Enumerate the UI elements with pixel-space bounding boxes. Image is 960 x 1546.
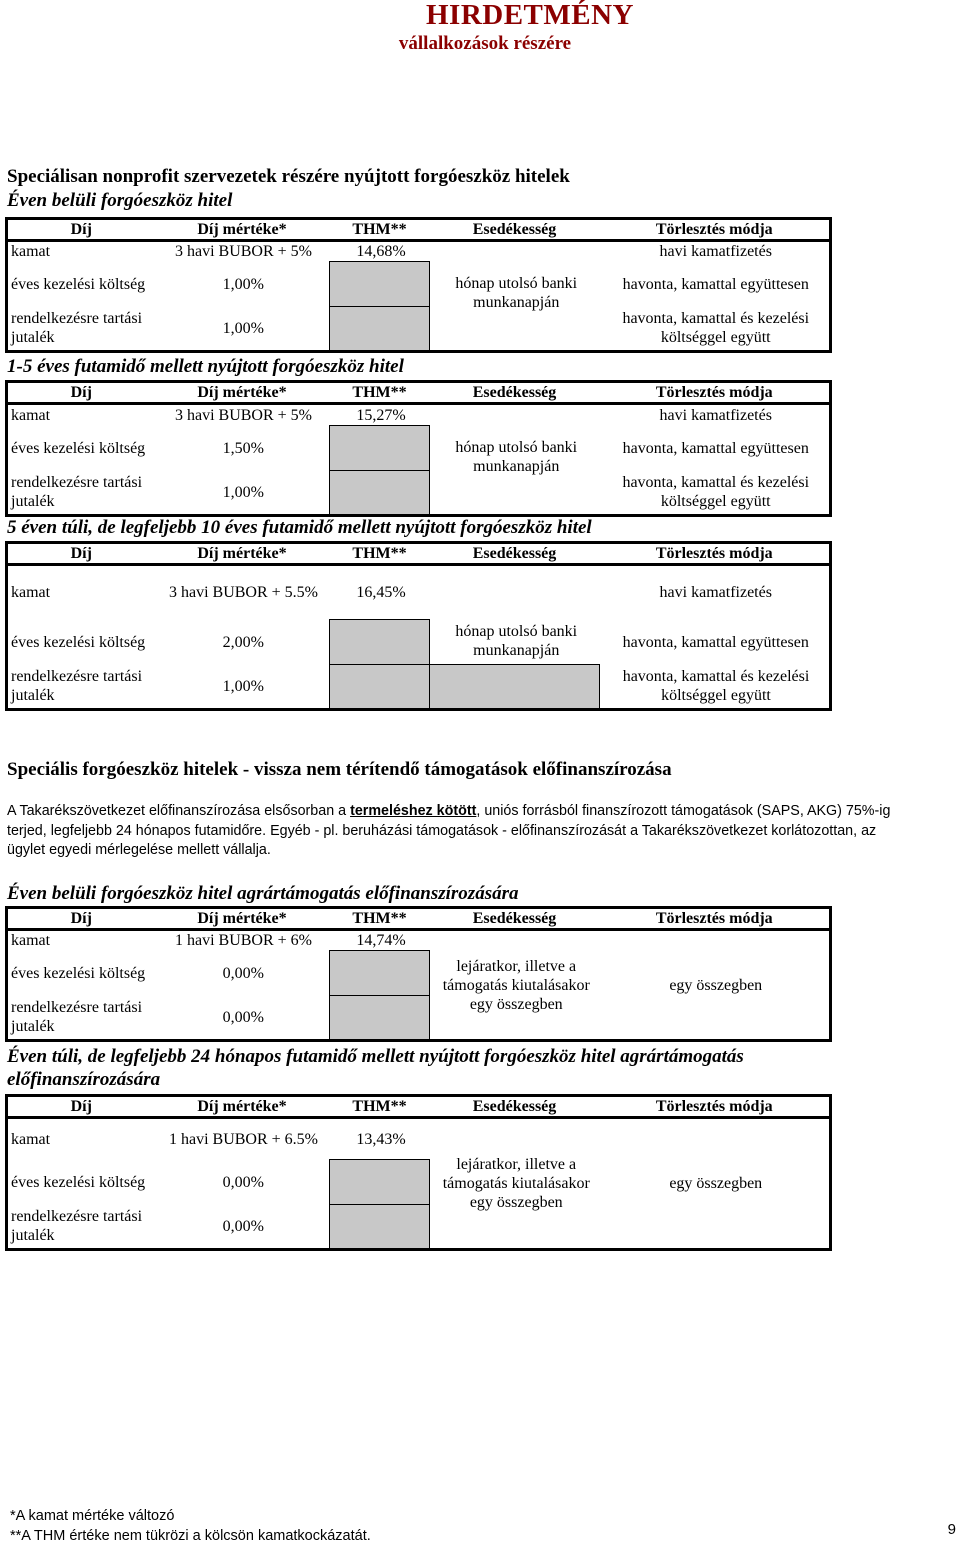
table2-subtitle: 1-5 éves futamidő mellett nyújtott forgóeszköz hitel	[7, 356, 404, 377]
fee-rate: 1,00%	[222, 275, 264, 293]
fee-repay: havonta, kamattal és kezelési költséggel együtt	[622, 668, 810, 705]
col-header-fee: Díj	[7, 908, 155, 930]
fee-repay: havonta, kamattal és kezelési költséggel együtt	[622, 474, 810, 511]
fee-rate: 0,00%	[222, 1008, 264, 1026]
fee-repay: havonta, kamattal együttesen	[622, 633, 809, 651]
fee-thm-empty	[330, 951, 430, 996]
fee-thm: 14,74%	[356, 932, 406, 949]
fee-rate: 3 havi BUBOR + 5%	[174, 406, 313, 424]
col-header-due: Esedékesség	[430, 219, 600, 241]
fee-name: rendelkezésre tartási jutalék	[11, 310, 143, 347]
col-header-due: Esedékesség	[430, 382, 600, 404]
col-header-rate: Díj mértéke*	[155, 1096, 330, 1118]
fee-thm: 13,43%	[356, 1130, 406, 1148]
table-row	[7, 565, 831, 620]
col-header-thm: THM**	[330, 908, 430, 930]
table-row	[7, 471, 831, 516]
fee-name: éves kezelési költség	[11, 439, 146, 457]
fee-rate: 2,00%	[222, 633, 264, 651]
col-header-thm: THM**	[330, 219, 430, 241]
fee-name: éves kezelési költség	[11, 275, 146, 293]
fee-repay: egy összegben	[669, 976, 763, 994]
fee-due	[430, 565, 600, 620]
fee-thm-empty	[330, 620, 430, 665]
fee-repay: havonta, kamattal együttesen	[622, 275, 809, 293]
fee-thm-empty	[330, 307, 430, 352]
fee-thm-empty	[330, 996, 430, 1041]
fee-thm: 15,27%	[356, 406, 406, 424]
col-header-repay: Törlesztés módja	[600, 1096, 831, 1118]
fee-repay: havi kamatfizetés	[659, 243, 772, 261]
fee-name: rendelkezésre tartási jutalék	[11, 668, 143, 705]
table-row	[7, 404, 831, 426]
fee-due: lejáratkor, illetve a támogatás kiutalásakor egy összegben	[442, 957, 590, 1013]
fee-name: éves kezelési költség	[11, 964, 146, 982]
fee-name: rendelkezésre tartási jutalék	[11, 1208, 143, 1245]
col-header-fee: Díj	[7, 1096, 155, 1118]
fee-name: kamat	[11, 243, 51, 261]
para-text: , uniós forrásból finanszírozott támogatások (SAPS, AKG) 75%-ig terjed, legfeljebb 24 hónapos futamidőre. Egyéb - pl. beruházási támogatások - előfinanszírozását a Takarékszövetkezet korlátozottan, az ügylet egyedi mérlegelése mellett vállalja.	[7, 803, 891, 858]
fee-rate: 3 havi BUBOR + 5.5%	[168, 584, 319, 602]
footnote-rate: *A kamat mértéke változó	[10, 1508, 175, 1524]
col-header-due: Esedékesség	[430, 908, 600, 930]
fee-rate: 1,50%	[222, 439, 264, 457]
fee-rate: 1,00%	[222, 483, 264, 501]
col-header-due: Esedékesség	[430, 1096, 600, 1118]
fee-due: hónap utolsó banki munkanapján	[455, 438, 578, 475]
fee-repay: havonta, kamattal együttesen	[622, 439, 809, 457]
fee-repay: egy összegben	[669, 1175, 763, 1192]
fee-name: kamat	[11, 932, 51, 950]
fee-due: hónap utolsó banki munkanapján	[455, 274, 578, 311]
col-header-rate: Díj mértéke*	[155, 543, 330, 565]
fee-rate: 0,00%	[222, 1217, 264, 1235]
col-header-due: Esedékesség	[430, 543, 600, 565]
section2-paragraph	[7, 802, 907, 861]
col-header-repay: Törlesztés módja	[600, 382, 831, 404]
para-underlined: termeléshez kötött	[350, 803, 477, 819]
table-row	[7, 307, 831, 352]
fee-rate: 0,00%	[222, 964, 264, 982]
fee-repay: havi kamatfizetés	[659, 406, 772, 424]
fee-thm-empty	[330, 471, 430, 516]
fee-due: hónap utolsó banki munkanapján	[455, 622, 578, 659]
footnote-thm: **A THM értéke nem tükrözi a kölcsön kamatkockázatát.	[10, 1528, 371, 1544]
table-row	[7, 620, 831, 665]
page-title: HIRDETMÉNY	[425, 0, 634, 31]
section-title-nonprofit: Speciálisan nonprofit szervezetek részére nyújtott forgóeszköz hitelek	[7, 166, 570, 187]
fee-table-1	[5, 217, 832, 353]
table3-subtitle: 5 éven túli, de legfeljebb 10 éves futamidő mellett nyújtott forgóeszköz hitel	[7, 517, 592, 538]
fee-due	[430, 241, 600, 262]
fee-table-2	[5, 380, 832, 517]
fee-thm-empty	[330, 1205, 430, 1250]
page-number: 9	[947, 1521, 956, 1538]
table5-subtitle: Éven túli, de legfeljebb 24 hónapos futamidő mellett nyújtott forgóeszköz hitel agrártámogatás előfinanszírozására	[7, 1046, 744, 1090]
table-row	[7, 665, 831, 710]
fee-thm: 16,45%	[356, 584, 406, 601]
fee-thm-empty	[330, 426, 430, 471]
page-subtitle: vállalkozások részére	[398, 33, 572, 54]
fee-rate: 3 havi BUBOR + 5%	[174, 243, 313, 261]
fee-name: éves kezelési költség	[11, 633, 146, 651]
fee-due	[430, 404, 600, 426]
section-title-agri: Speciális forgóeszköz hitelek - vissza nem térítendő támogatások előfinanszírozása	[7, 759, 672, 780]
col-header-fee: Díj	[7, 219, 155, 241]
fee-repay: havonta, kamattal és kezelési költséggel együtt	[622, 310, 810, 347]
col-header-fee: Díj	[7, 543, 155, 565]
col-header-repay: Törlesztés módja	[600, 908, 831, 930]
fee-thm-empty	[330, 262, 430, 307]
fee-name: rendelkezésre tartási jutalék	[11, 474, 143, 511]
para-text: A Takarékszövetkezet előfinanszírozása elsősorban a	[7, 803, 351, 819]
fee-due-empty	[430, 665, 600, 710]
col-header-repay: Törlesztés módja	[600, 219, 831, 241]
fee-rate: 1,00%	[222, 677, 264, 695]
fee-name: éves kezelési költség	[11, 1173, 146, 1191]
col-header-repay: Törlesztés módja	[600, 543, 831, 565]
fee-table-3	[5, 541, 832, 711]
table4-subtitle: Éven belüli forgóeszköz hitel agrártámogatás előfinanszírozására	[7, 883, 519, 904]
col-header-thm: THM**	[330, 1096, 430, 1118]
table-row	[7, 1118, 831, 1160]
fee-thm-empty	[330, 1160, 430, 1205]
table-row	[7, 241, 831, 262]
col-header-fee: Díj	[7, 382, 155, 404]
fee-repay: havi kamatfizetés	[659, 584, 772, 602]
fee-thm-empty	[330, 665, 430, 710]
fee-table-4	[5, 906, 832, 1042]
fee-due: lejáratkor, illetve a támogatás kiutalásakor egy összegben	[442, 1156, 590, 1211]
fee-name: kamat	[11, 406, 51, 424]
fee-table-5	[5, 1094, 832, 1251]
col-header-thm: THM**	[330, 543, 430, 565]
fee-name: kamat	[11, 1130, 51, 1148]
fee-name: kamat	[11, 584, 51, 602]
fee-name: rendelkezésre tartási jutalék	[11, 999, 143, 1036]
table-row	[7, 262, 831, 307]
fee-rate: 1,00%	[222, 319, 264, 337]
col-header-thm: THM**	[330, 382, 430, 404]
col-header-rate: Díj mértéke*	[155, 219, 330, 241]
fee-thm: 14,68%	[356, 243, 406, 260]
col-header-rate: Díj mértéke*	[155, 908, 330, 930]
table-row	[7, 930, 831, 951]
table-row	[7, 426, 831, 471]
fee-rate: 1 havi BUBOR + 6.5%	[168, 1130, 319, 1148]
fee-rate: 0,00%	[222, 1173, 264, 1191]
table1-subtitle: Éven belüli forgóeszköz hitel	[7, 190, 233, 211]
fee-rate: 1 havi BUBOR + 6%	[174, 932, 313, 950]
col-header-rate: Díj mértéke*	[155, 382, 330, 404]
